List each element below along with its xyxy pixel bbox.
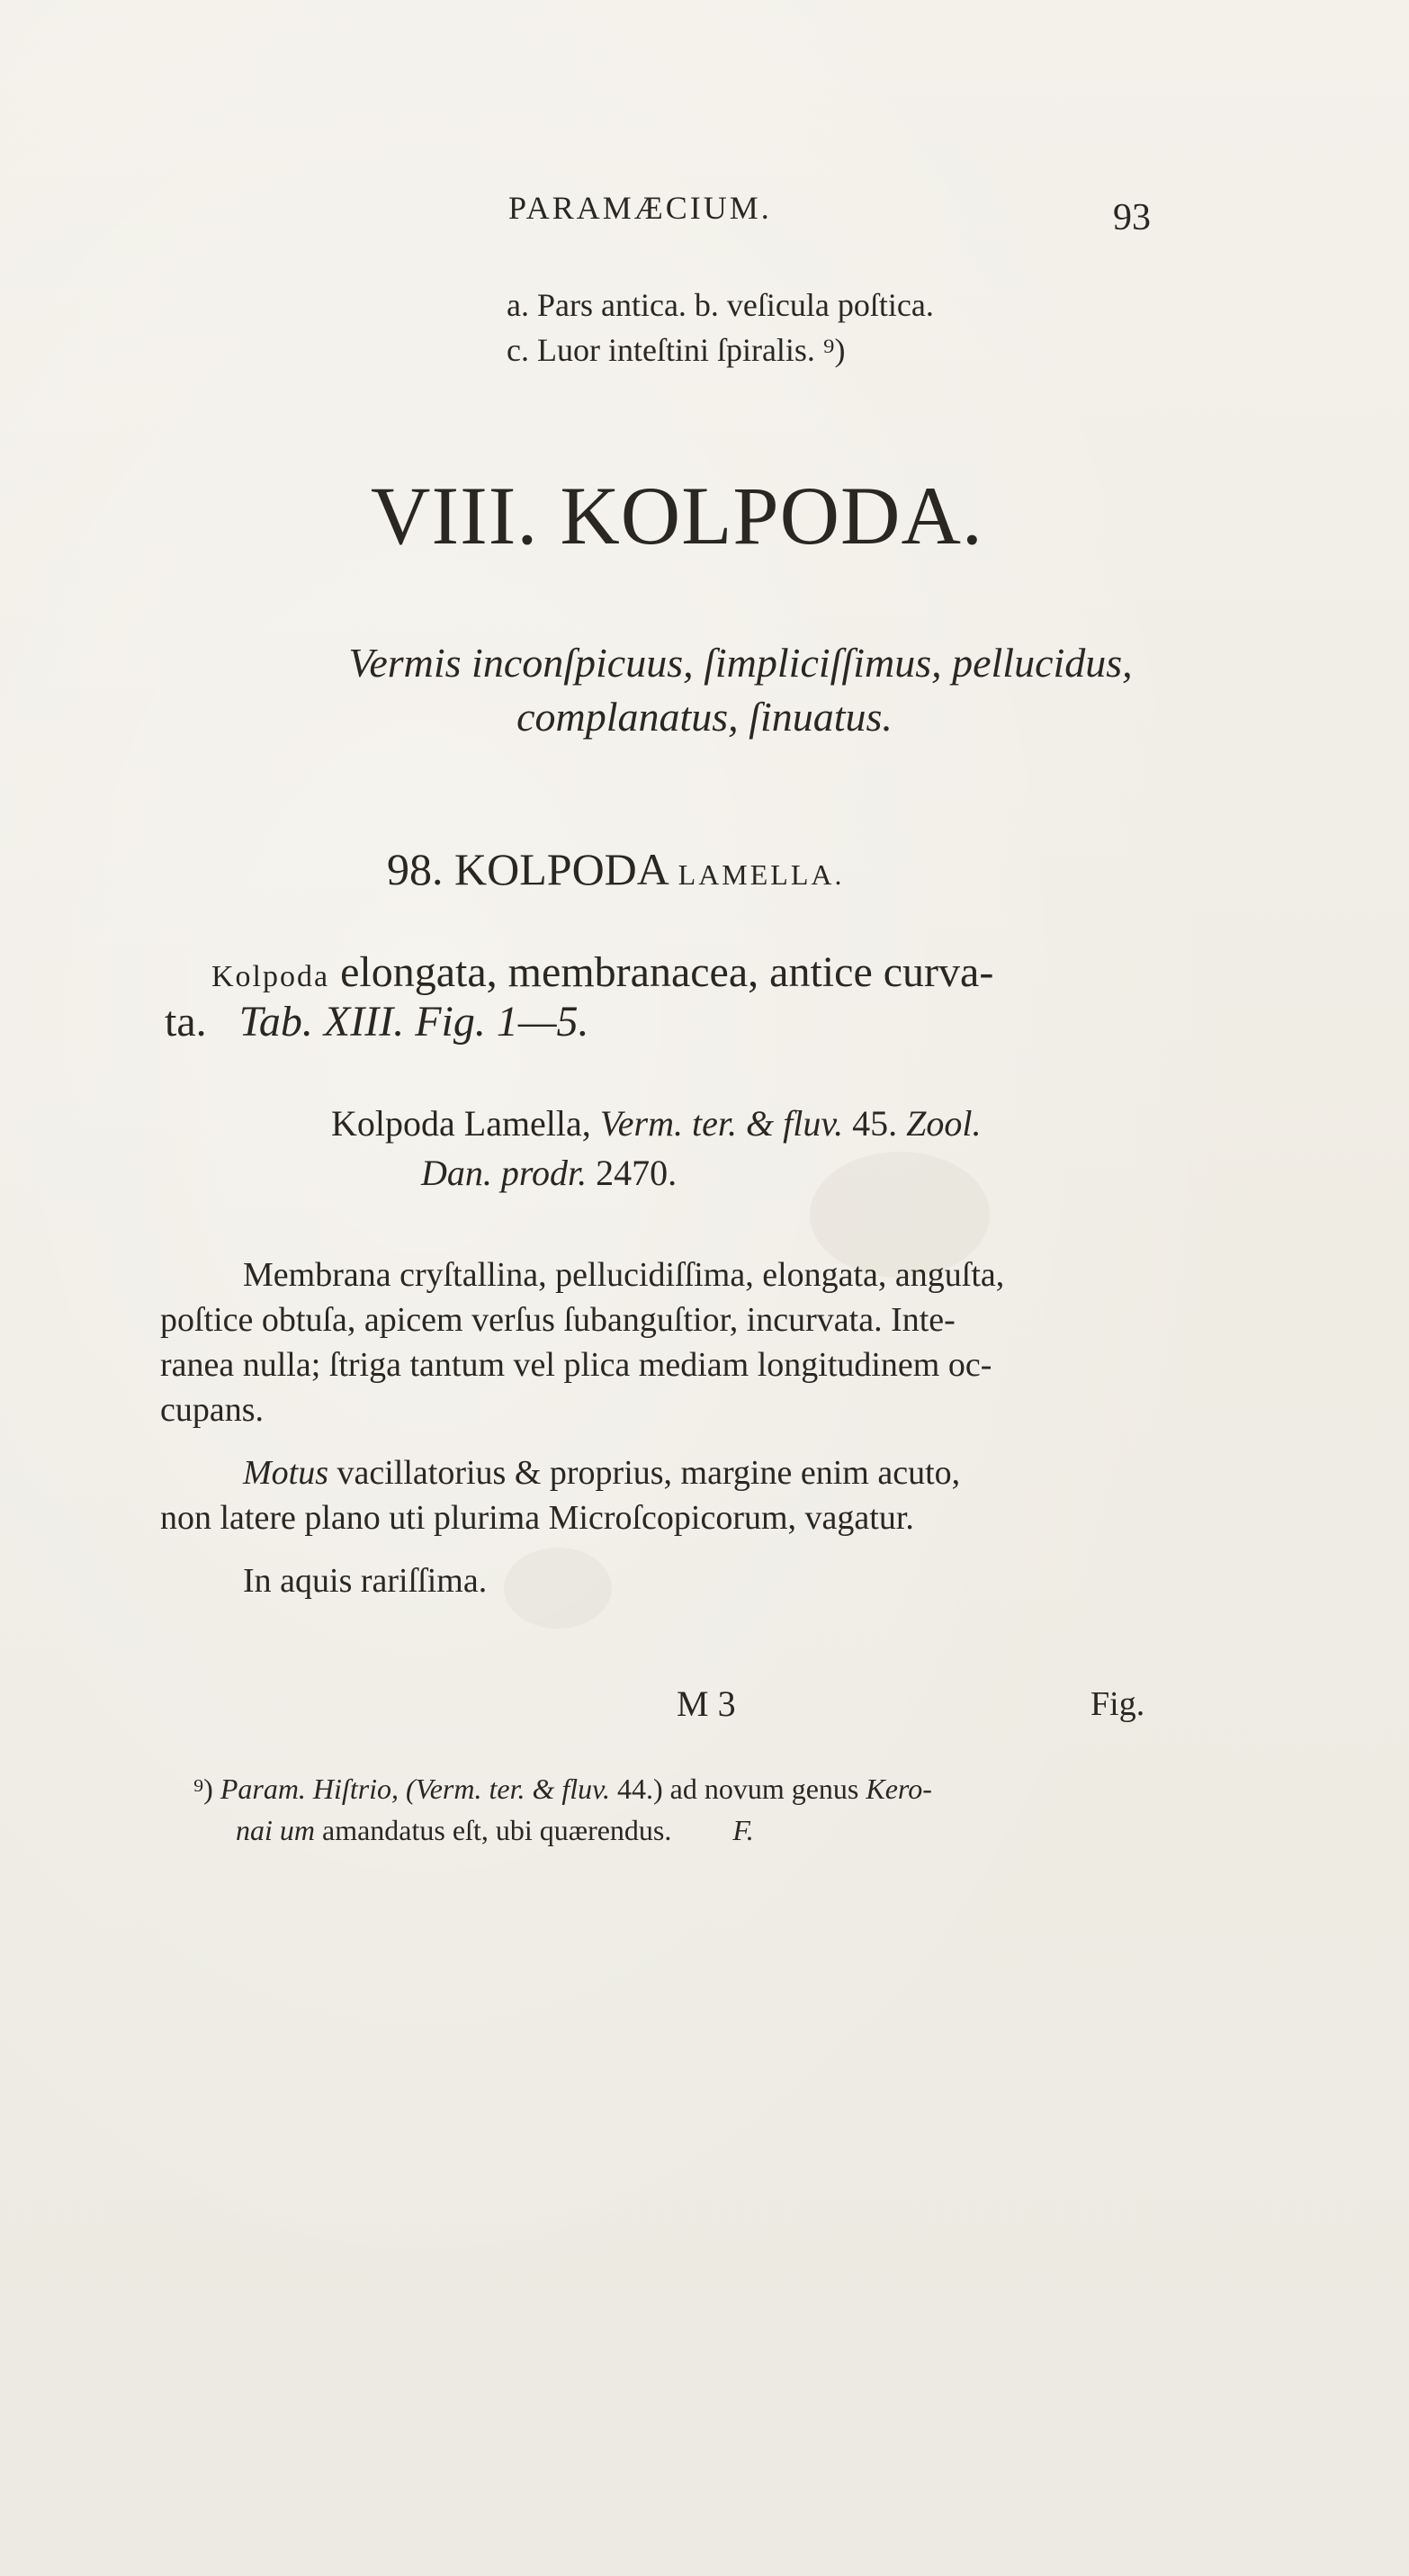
- running-title: PARAMÆCIUM.: [508, 190, 772, 226]
- signature-mark: M 3: [677, 1683, 736, 1724]
- footnote-line-1: [193, 1773, 932, 1806]
- diagnosis-text: elongata, membranacea, antice curva-: [340, 948, 994, 996]
- page-number: 93: [1113, 197, 1151, 238]
- catchword: Fig.: [1090, 1685, 1145, 1723]
- motion-text: vacillatorius & proprius, margine enim acuto,: [337, 1454, 961, 1492]
- figure-caption-line-1: a. Pars antica. b. veſicula poſtica.: [507, 287, 934, 323]
- motion-line-1: [243, 1453, 960, 1493]
- footnote-marker: ⁹): [193, 1773, 213, 1805]
- description-line: poſtice obtuſa, apicem verſus ſubanguſtior, incurvata. Inte-: [160, 1301, 956, 1339]
- species-heading: [387, 843, 845, 895]
- footnote-signature: F.: [732, 1814, 754, 1846]
- section-title: VIII. KOLPODA.: [371, 470, 983, 561]
- synonym-prodromus: Dan. prodr.: [421, 1153, 588, 1193]
- description-line: Membrana cryſtallina, pellucidiſſima, elongata, anguſta,: [243, 1256, 1005, 1294]
- diagnosis-genus: Kolpoda: [211, 960, 330, 993]
- genus-definition-line-1: Vermis inconſpicuus, ſimpliciſſimus, pellucidus,: [348, 640, 1133, 686]
- synonym-number: 2470.: [596, 1153, 678, 1193]
- synonym-source: Verm. ter. & fluv.: [599, 1103, 844, 1144]
- footnote-species: Param. Hiſtrio,: [220, 1773, 399, 1805]
- footnote-text: 44.) ad novum genus: [616, 1773, 859, 1805]
- paper-stain: [504, 1548, 612, 1629]
- species-genus: KOLPODA: [454, 844, 668, 894]
- footnote-genus-end: nai um: [236, 1814, 315, 1846]
- diagnosis-line-2: [165, 997, 589, 1046]
- genus-definition-line-2: complanatus, ſinuatus.: [516, 694, 893, 740]
- footnote-text-2: amandatus eſt, ubi quærendus.: [322, 1814, 672, 1846]
- motion-line-2: non latere plano uti plurima Microſcopicorum, vagatur.: [160, 1499, 914, 1537]
- motion-label: Motus: [243, 1454, 328, 1492]
- synonymy-line-1: [331, 1102, 982, 1144]
- footnote-line-2: [236, 1814, 754, 1847]
- plate-reference: Tab. XIII. Fig. 1—5.: [238, 998, 589, 1046]
- habitat-line: In aquis rariſſima.: [243, 1562, 488, 1600]
- footnote-genus: Kero-: [866, 1773, 932, 1805]
- diagnosis-line-1: [211, 947, 993, 997]
- diagnosis-text-end: ta.: [165, 998, 207, 1046]
- description-line: ranea nulla; ſtriga tantum vel plica mediam longitudinem oc-: [160, 1346, 992, 1384]
- species-number: 98.: [387, 844, 444, 894]
- synonym-name: Kolpoda Lamella,: [331, 1103, 591, 1144]
- synonymy-line-2: [421, 1152, 677, 1194]
- footnote-source: (Verm. ter. & fluv.: [406, 1773, 610, 1805]
- figure-caption-line-2: c. Luor inteſtini ſpiralis. ⁹): [507, 332, 846, 368]
- synonym-page: 45.: [852, 1103, 898, 1144]
- species-epithet: LAMELLA.: [678, 858, 845, 891]
- description-line: cupans.: [160, 1391, 265, 1429]
- synonym-zool: Zool.: [906, 1103, 982, 1144]
